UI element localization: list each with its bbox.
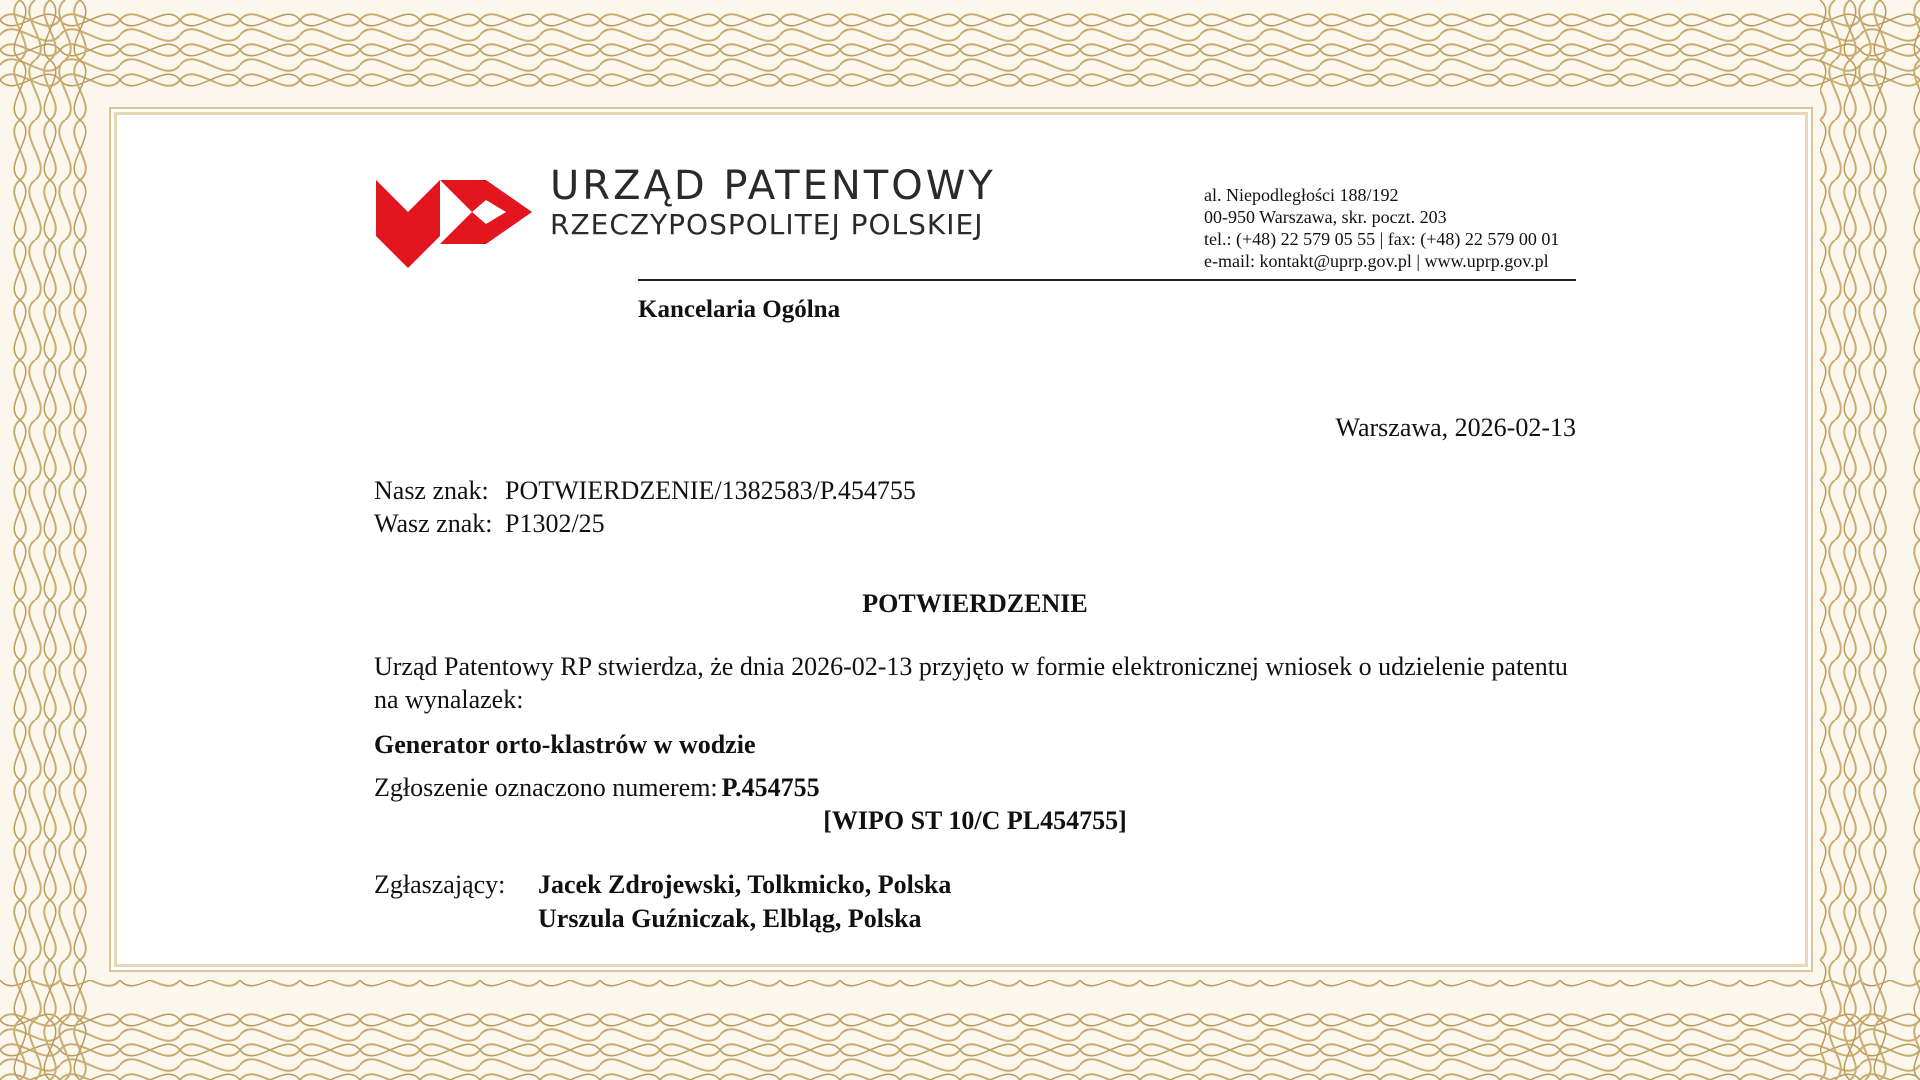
applicants-label: Zgłaszający:: [374, 870, 506, 899]
document-title: POTWIERDZENIE: [862, 589, 1088, 618]
issue-date: Warszawa, 2026-02-13: [1335, 413, 1576, 442]
application-number-label: Zgłoszenie oznaczono numerem:: [374, 773, 718, 802]
our-reference-value: POTWIERDZENIE/1382583/P.454755: [505, 476, 916, 505]
office-address: [1204, 184, 1559, 272]
logo-line-1: URZĄD PATENTOWY: [550, 163, 996, 209]
address-street: al. Niepodległości 188/192: [1204, 185, 1399, 205]
applicants-list: [538, 868, 951, 936]
applicant-item: Urszula Guźniczak, Elbląg, Polska: [538, 904, 922, 933]
application-number-row: [374, 773, 820, 803]
applicant-item: Jacek Zdrojewski, Tolkmicko, Polska: [538, 870, 952, 899]
logo-line-2: RZECZYPOSPOLITEJ POLSKIEJ: [550, 208, 984, 241]
uprp-logo-icon: [376, 172, 532, 268]
invention-title: Generator orto-klastrów w wodzie: [374, 730, 756, 759]
reference-block: [374, 474, 916, 540]
department-name: Kancelaria Ogólna: [638, 296, 841, 323]
header-divider: [638, 279, 1576, 281]
logo-wordmark: [550, 164, 996, 242]
our-reference-row: [374, 474, 916, 507]
your-reference-value: P1302/25: [505, 509, 605, 538]
application-number: P.454755: [721, 773, 820, 802]
address-email: e-mail: kontakt@uprp.gov.pl | www.uprp.gov.pl: [1204, 251, 1549, 271]
applicants-block: [374, 868, 951, 936]
your-reference-row: [374, 507, 916, 540]
our-reference-label: Nasz znak:: [374, 476, 489, 505]
address-phone: tel.: (+48) 22 579 05 55 | fax: (+48) 22 579 00 01: [1204, 229, 1560, 249]
confirmation-text: Urząd Patentowy RP stwierdza, że dnia 2026-02-13 przyjęto w formie elektronicznej wniosek o udzielenie patentu na wynalazek:: [374, 652, 1568, 714]
wipo-number: [WIPO ST 10/C PL454755]: [823, 806, 1127, 835]
address-city: 00-950 Warszawa, skr. poczt. 203: [1204, 207, 1447, 227]
your-reference-label: Wasz znak:: [374, 509, 493, 538]
